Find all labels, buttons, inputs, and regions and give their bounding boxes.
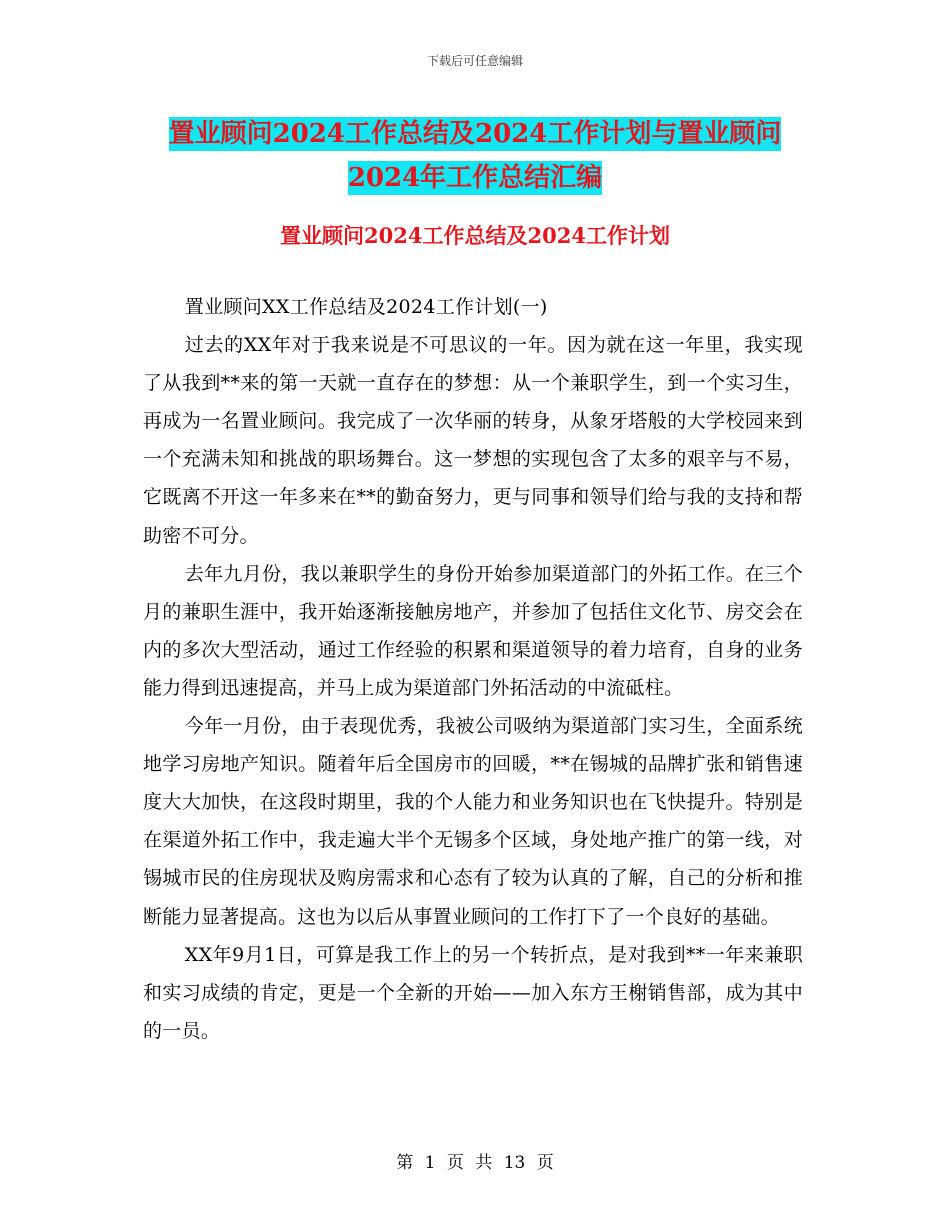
header-note: 下载后可任意编辑 [426, 54, 523, 68]
paragraph: 今年一月份，由于表现优秀，我被公司吸纳为渠道部门实习生，全面系统地学习房地产知识。随着年后全国房市的回暖，**在锡城的品牌扩张和销售速度大大加快，在这段时期里，我的个人能力和业务知识也在飞快提升。特别是在渠道外拓工作中，我走遍大半个无锡多个区域，身处地产推广的第一线，对锡城市民的住房现状及购房需求和心态有了较为认真的了解，自己的分析和推断能力显著提高。这也为以后从事置业顾问的工作打下了一个良好的基础。 [143, 715, 803, 928]
paragraph: XX年9月1日，可算是我工作上的另一个转折点，是对我到**一年来兼职和实习成绩的肯定，更是一个全新的开始——加入东方王榭销售部，成为其中的一员。 [143, 943, 803, 1042]
section-title: 置业顾问2024工作总结及2024工作计划 [280, 223, 670, 248]
paragraph: 过去的XX年对于我来说是不可思议的一年。因为就在这一年里，我实现了从我到**来的第一天就一直存在的梦想：从一个兼职学生，到一个实习生，再成为一名置业顾问。我完成了一次华丽的转身，从象牙塔般的大学校园来到一个充满未知和挑战的职场舞台。这一梦想的实现包含了太多的艰辛与不易，它既离不开这一年多来在**的勤奋努力，更与同事和领导们给与我的支持和帮助密不可分。 [143, 334, 803, 547]
document-title-line-2: 2024年工作总结汇编 [347, 163, 603, 193]
paragraph: 去年九月份，我以兼职学生的身份开始参加渠道部门的外拓工作。在三个月的兼职生涯中，我开始逐渐接触房地产，并参加了包括住文化节、房交会在内的多次大型活动，通过工作经验的积累和渠道领导的着力培育，自身的业务能力得到迅速提高，并马上成为渠道部门外拓活动的中流砥柱。 [143, 562, 803, 699]
document-body [143, 288, 803, 1050]
page-number-footer: 第 1 页 共 13 页 [396, 1153, 554, 1173]
paragraph-subtitle: 置业顾问XX工作总结及2024工作计划(一) [184, 296, 548, 318]
document-title [0, 112, 950, 200]
document-title-line-1: 置业顾问2024工作总结及2024工作计划与置业顾问 [168, 119, 782, 149]
